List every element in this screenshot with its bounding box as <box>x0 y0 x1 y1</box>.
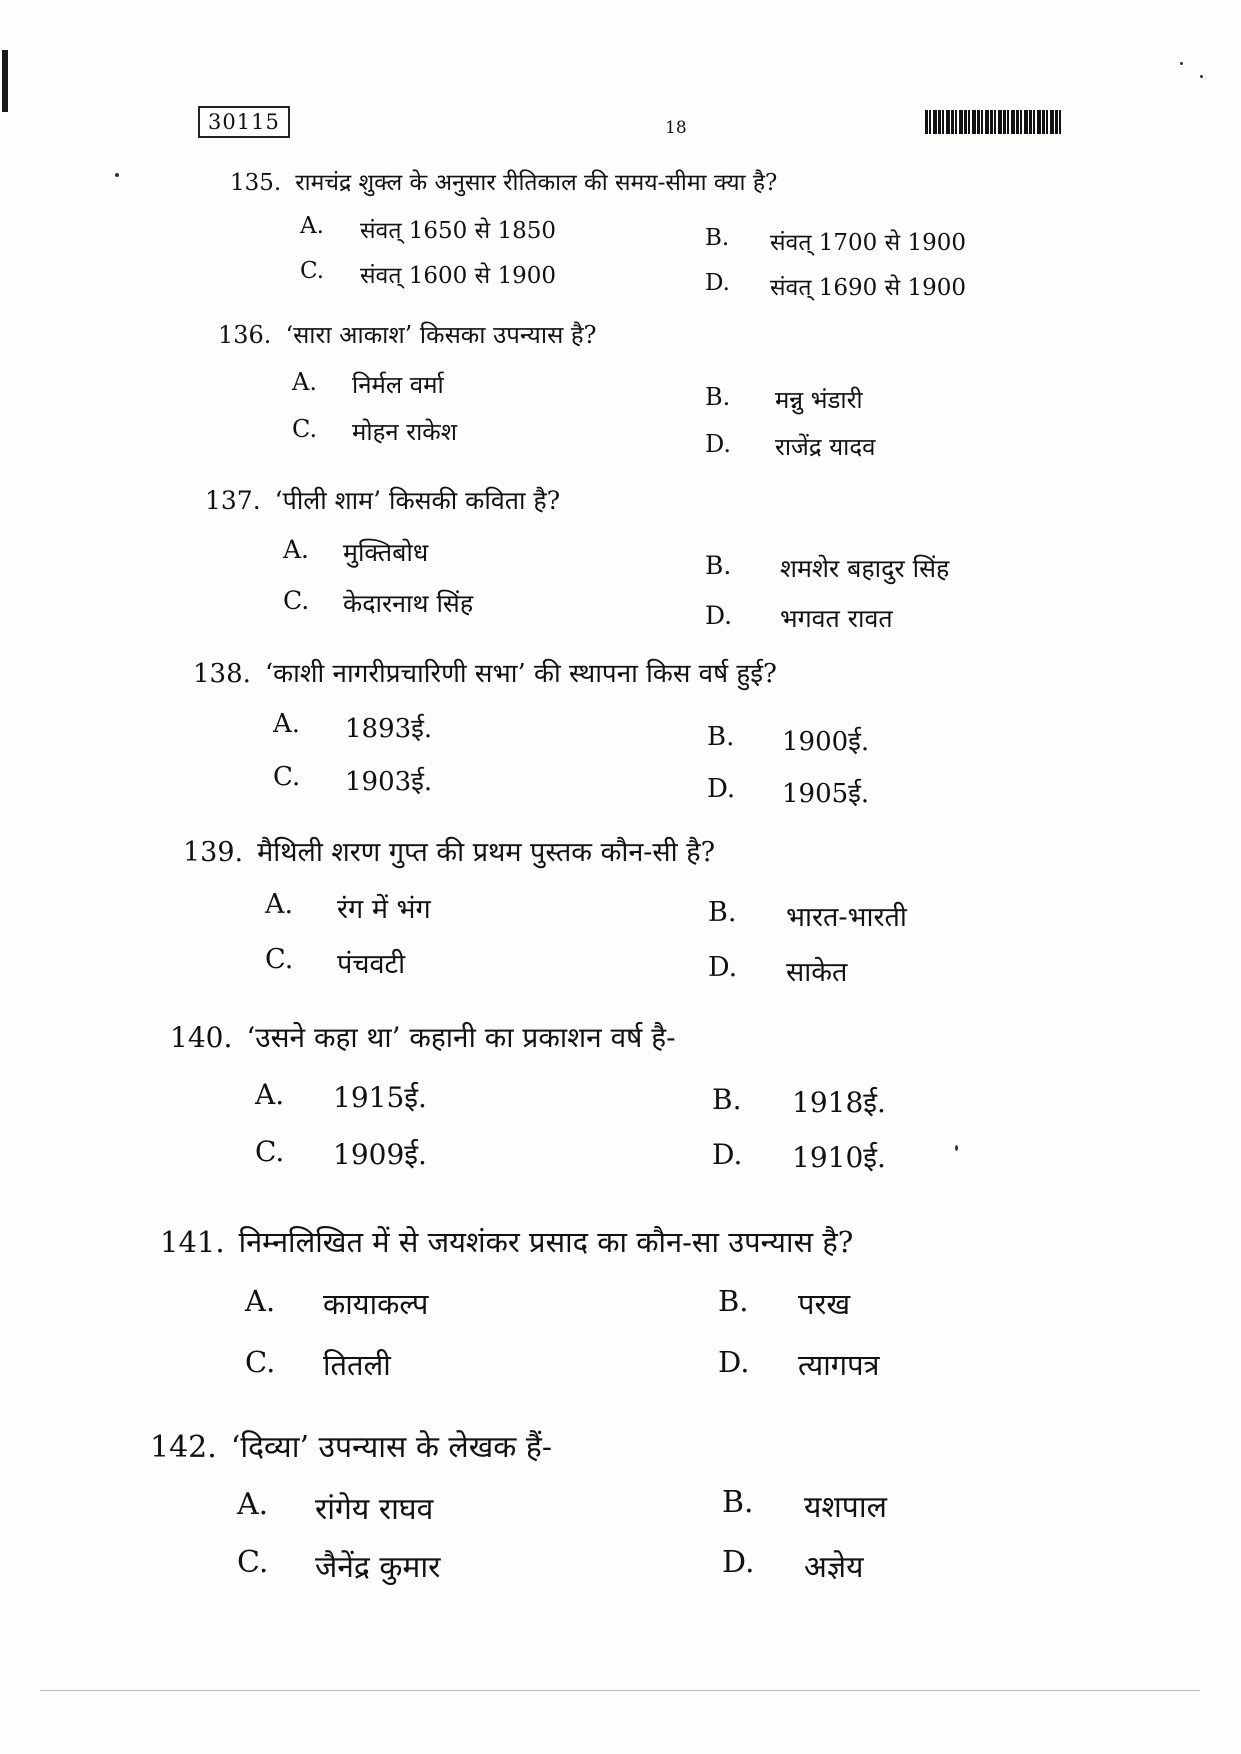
option-d <box>705 270 966 301</box>
question-number: 139. <box>183 837 244 868</box>
question-text: निम्नलिखित में से जयशंकर प्रसाद का कौन-सा उपन्यास है? <box>238 1225 854 1259</box>
option-text: संवत् 1700 से 1900 <box>770 230 966 256</box>
option-a <box>283 535 429 567</box>
option-a <box>265 889 431 925</box>
option-text: 1903ई. <box>345 767 433 797</box>
question-text: ‘पीली शाम’ किसकी कविता है? <box>274 486 561 515</box>
option-text: परख <box>798 1287 851 1321</box>
option-letter: B. <box>718 1284 749 1318</box>
option-letter: D. <box>718 1345 750 1379</box>
option-letter: C. <box>245 1345 276 1379</box>
scan-speck <box>1180 62 1183 65</box>
option-letter: A. <box>245 1284 276 1318</box>
option-text: 1915ई. <box>333 1081 427 1114</box>
option-letter: A. <box>292 368 317 396</box>
option-letter: B. <box>705 551 732 580</box>
question-text: ‘सारा आकाश’ किसका उपन्यास है? <box>285 321 597 349</box>
option-letter: B. <box>705 225 730 251</box>
option-a <box>237 1487 434 1527</box>
question-number: 140. <box>170 1021 233 1054</box>
option-d <box>707 774 870 809</box>
option-text: पंचवटी <box>337 949 406 980</box>
option-letter: D. <box>712 1138 743 1171</box>
option-letter: C. <box>255 1135 285 1168</box>
option-letter: A. <box>237 1487 269 1522</box>
option-text: 1893ई. <box>345 714 433 744</box>
option-letter: D. <box>705 270 730 296</box>
option-d <box>705 430 876 461</box>
scan-speck <box>955 1145 958 1151</box>
option-letter: D. <box>707 774 736 804</box>
option-text: साकेत <box>786 957 848 988</box>
question-stem <box>150 1425 552 1466</box>
option-d <box>718 1345 880 1382</box>
option-c <box>283 586 474 618</box>
option-letter: D. <box>705 430 732 458</box>
option-letter: C. <box>237 1545 269 1580</box>
option-text: निर्मल वर्मा <box>352 371 444 399</box>
option-text: 1910ई. <box>792 1141 886 1174</box>
option-d <box>708 952 848 988</box>
option-text: शमशेर बहादुर सिंह <box>780 554 950 583</box>
option-text: संवत् 1600 से 1900 <box>360 263 556 289</box>
question-stem <box>183 832 715 869</box>
option-b <box>705 225 966 256</box>
option-a <box>245 1284 429 1321</box>
option-c <box>245 1345 391 1382</box>
option-c <box>255 1135 427 1171</box>
option-letter: A. <box>283 535 310 564</box>
option-text: रांगेय राघव <box>315 1492 434 1527</box>
option-b <box>708 897 907 933</box>
question-text: ‘दिव्या’ उपन्यास के लेखक हैं- <box>230 1430 552 1465</box>
option-text: 1905ई. <box>782 779 870 809</box>
question-number: 135. <box>230 170 282 196</box>
option-letter: A. <box>273 709 301 739</box>
question-stem <box>193 654 777 690</box>
option-a <box>300 213 556 244</box>
option-letter: B. <box>707 722 735 752</box>
option-a <box>292 368 444 399</box>
option-b <box>705 551 950 583</box>
binding-mark <box>2 50 8 112</box>
option-text: अज्ञेय <box>804 1550 864 1585</box>
option-c <box>300 258 556 289</box>
option-b <box>705 383 863 414</box>
option-d <box>722 1545 864 1585</box>
barcode-image <box>925 110 1063 134</box>
option-text: भारत-भारती <box>786 902 907 933</box>
question-text: रामचंद्र शुक्ल के अनुसार रीतिकाल की समय-सीमा क्या है? <box>295 170 778 196</box>
option-letter: C. <box>292 415 318 443</box>
option-text: तितली <box>323 1348 391 1382</box>
option-letter: C. <box>283 586 310 615</box>
option-text: रंग में भंग <box>337 894 431 925</box>
page-number: 18 <box>665 118 687 138</box>
option-text: जैनेंद्र कुमार <box>315 1550 441 1585</box>
question-number: 141. <box>160 1225 225 1259</box>
question-number: 138. <box>193 659 251 689</box>
option-b <box>718 1284 851 1321</box>
scan-speck <box>1200 75 1203 78</box>
option-letter: D. <box>705 601 733 630</box>
option-text: संवत् 1690 से 1900 <box>770 275 966 301</box>
question-stem <box>230 165 777 197</box>
page-bottom-edge <box>40 1690 1200 1691</box>
question-stem <box>218 318 597 351</box>
option-letter: D. <box>722 1545 755 1580</box>
option-text: 1900ई. <box>782 727 870 757</box>
option-text: 1909ई. <box>333 1138 427 1171</box>
question-number: 137. <box>205 486 261 515</box>
option-letter: B. <box>722 1485 754 1520</box>
question-text: ‘उसने कहा था’ कहानी का प्रकाशन वर्ष है- <box>246 1021 676 1054</box>
option-text: त्यागपत्र <box>798 1348 880 1382</box>
option-text: संवत् 1650 से 1850 <box>360 218 556 244</box>
option-d <box>705 601 893 633</box>
question-text: मैथिली शरण गुप्त की प्रथम पुस्तक कौन-सी है? <box>257 837 716 868</box>
option-text: मन्नु भंडारी <box>775 386 863 414</box>
option-c <box>265 944 406 980</box>
question-stem <box>205 483 560 517</box>
option-text: भगवत रावत <box>780 604 893 633</box>
option-letter: C. <box>300 258 325 284</box>
option-text: यशपाल <box>804 1490 887 1525</box>
option-a <box>273 709 433 744</box>
option-letter: A. <box>265 889 294 920</box>
option-b <box>722 1485 887 1525</box>
option-letter: B. <box>712 1083 742 1116</box>
option-text: मोहन राकेश <box>352 418 458 446</box>
question-number: 136. <box>218 321 272 349</box>
option-letter: A. <box>255 1078 285 1111</box>
option-a <box>255 1078 427 1114</box>
scan-speck <box>115 173 119 177</box>
option-c <box>292 415 458 446</box>
option-letter: C. <box>273 762 301 792</box>
option-text: मुक्तिबोध <box>343 538 429 567</box>
option-letter: B. <box>708 897 737 928</box>
option-letter: B. <box>705 383 731 411</box>
option-letter: D. <box>708 952 738 983</box>
paper-code-box: 30115 <box>198 106 290 138</box>
option-text: 1918ई. <box>792 1086 886 1119</box>
option-b <box>707 722 870 757</box>
question-number: 142. <box>150 1430 217 1465</box>
option-d <box>712 1138 886 1174</box>
question-stem <box>170 1018 676 1056</box>
option-c <box>273 762 433 797</box>
option-letter: A. <box>300 213 324 239</box>
option-text: राजेंद्र यादव <box>775 433 876 461</box>
option-text: केदारनाथ सिंह <box>343 589 474 618</box>
option-text: कायाकल्प <box>323 1287 429 1321</box>
option-b <box>712 1083 886 1119</box>
option-c <box>237 1545 441 1585</box>
question-text: ‘काशी नागरीप्रचारिणी सभा’ की स्थापना किस वर्ष हुई? <box>264 659 777 689</box>
option-letter: C. <box>265 944 294 975</box>
question-stem <box>160 1222 853 1261</box>
